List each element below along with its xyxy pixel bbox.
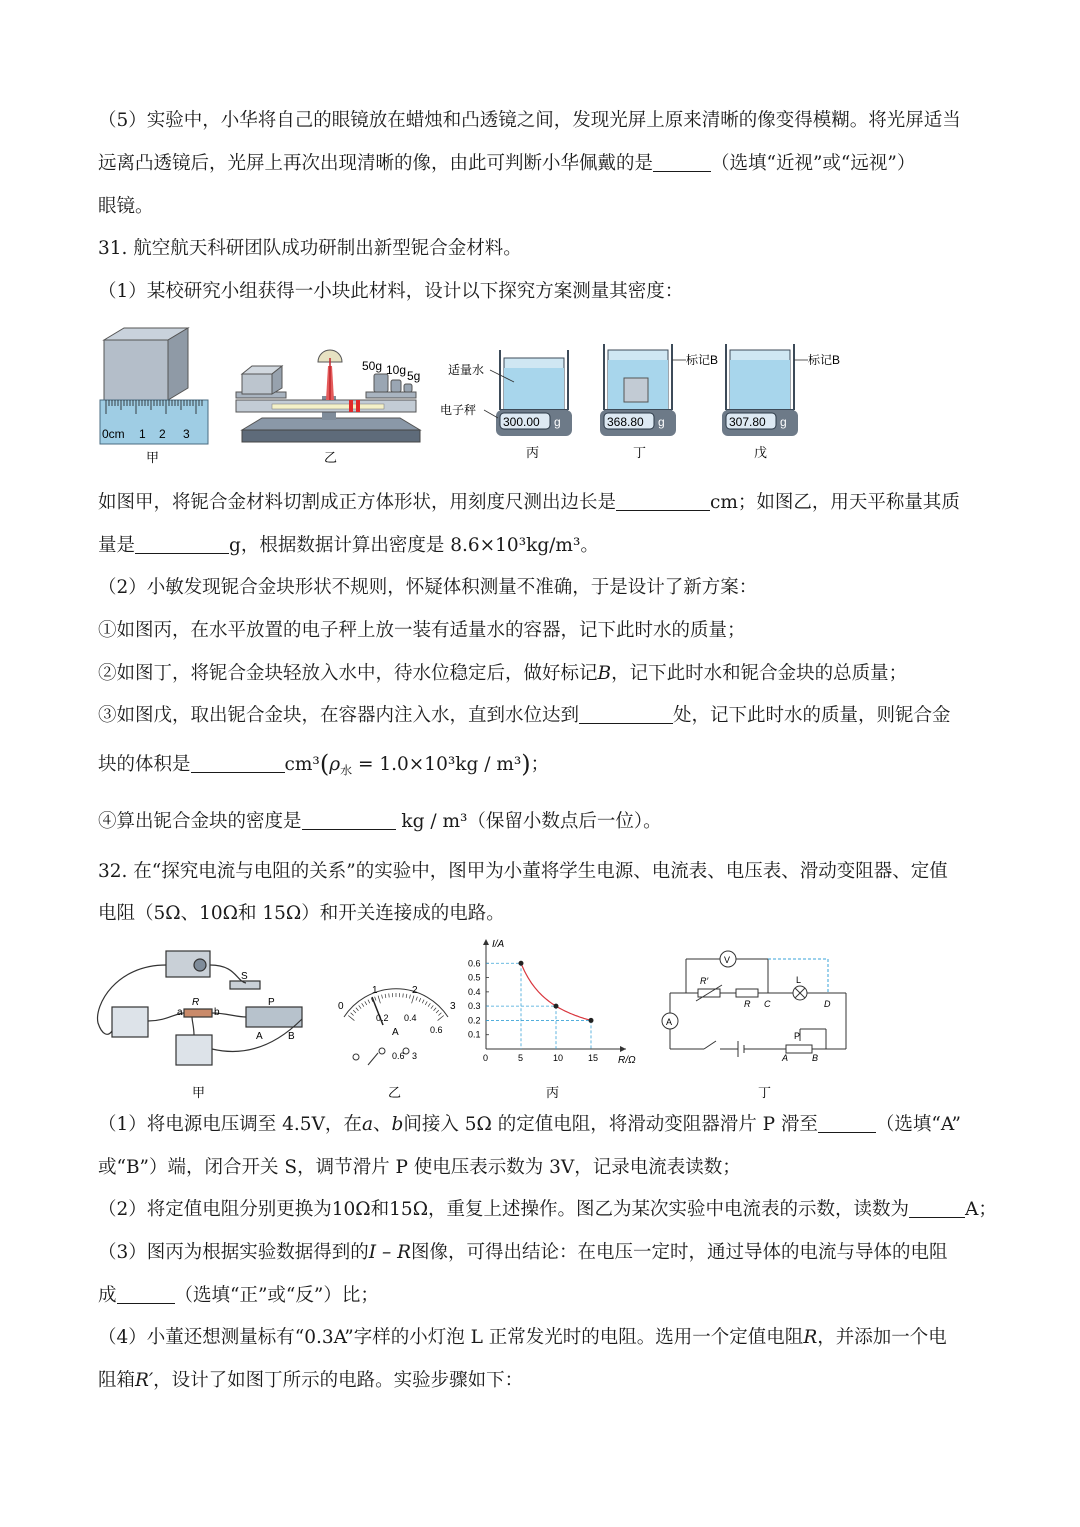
q30-p5-option: （选填“近视”或“远视”）: [711, 153, 916, 174]
q31-text: ④算出铌合金块的密度是: [98, 811, 302, 832]
y-axis-label: I/A: [492, 939, 505, 950]
ruler-label: 3: [183, 427, 190, 441]
meter-tick: [438, 1015, 444, 1020]
meter-tick-label: 0.4: [404, 1013, 417, 1023]
meter-tick: [359, 1005, 361, 1008]
q32-text: b: [391, 1114, 404, 1135]
meter-tick: [406, 994, 407, 998]
q32-text: a: [361, 1114, 373, 1135]
meter-tick: [425, 1001, 427, 1004]
circuit-label: a: [177, 1007, 183, 1018]
weight-label-5g: 5g: [407, 369, 421, 383]
caption-wu: 戊: [754, 446, 768, 461]
meter-tick: [368, 1000, 370, 1004]
cube-on-ruler-illustration: [100, 328, 208, 444]
q31-line2: [98, 533, 599, 559]
q31-text: ρ: [329, 754, 341, 775]
q32-text: （4）小董还想测量标有“0.3A”字样的小灯泡 L 正常发光时的电阻。选用一个定值电阻: [98, 1327, 804, 1348]
q31-text: cm；如图乙，用天平称量其质: [710, 492, 960, 513]
answer-blank[interactable]: [135, 533, 229, 554]
q31-text: g，根据数据计算出密度是 8.6×10³kg/m³。: [229, 535, 599, 556]
q32-q2: [98, 1197, 997, 1223]
mark-b-label: 标记B: [808, 353, 841, 367]
circuit-schematic: [662, 951, 846, 1057]
q30-p5-text: 远离凸透镜后，光屏上再次出现清晰的像，由此可判断小华佩戴的是: [98, 153, 654, 174]
y-tick-label: 0.5: [468, 972, 481, 983]
weight-label-10g: 10g: [386, 363, 407, 377]
meter-tick-label: 0.6: [430, 1025, 443, 1035]
q31-text: 量是: [98, 535, 136, 556]
y-tick-label: 0.6: [468, 958, 481, 969]
q31-text: （保留小数点后一位）。: [467, 811, 662, 832]
q31-step3-line2: [98, 751, 549, 784]
rheostat-end-label: A: [782, 1053, 789, 1063]
paren-close: ): [521, 750, 531, 778]
meter-tick: [416, 997, 417, 1001]
q31-text: = 1.0×10³kg / m³: [352, 754, 522, 775]
q30-p5-line3: 眼镜。: [98, 196, 154, 217]
node-label: D: [824, 999, 831, 1009]
q31-text: ②如图丁，将铌合金块轻放入水中，待水位稳定后，做好标记: [98, 663, 598, 684]
meter-tick: [385, 994, 386, 998]
q30-p5-line1: （5）实验中，小华将自己的眼镜放在蜡烛和凸透镜之间，发现光屏上原来清晰的像变得模糊。将光屏适当: [98, 110, 961, 131]
voltmeter-label: V: [724, 955, 731, 965]
caption-yi: 乙: [388, 1086, 402, 1101]
meter-tick: [378, 996, 380, 1004]
answer-blank[interactable]: [616, 490, 710, 511]
ammeter-label: A: [666, 1017, 673, 1027]
meter-tick: [375, 997, 376, 1001]
meter-tick: [438, 1013, 441, 1016]
meter-tick: [382, 995, 383, 999]
meter-label: A: [392, 1027, 399, 1038]
q32-text: 成: [98, 1285, 117, 1306]
scale-unit: g: [780, 415, 787, 429]
q32-title-line1: 32. 在“探究电流与电阻的关系”的实验中，图甲为小董将学生电源、电流表、电压表、滑动变阻器、定值: [98, 861, 948, 882]
scale-ding-illustration: [600, 344, 718, 436]
meter-tick: [365, 1001, 367, 1004]
data-point: [589, 1018, 594, 1023]
ruler-label: 2: [159, 427, 166, 441]
physical-circuit-illustration: [98, 951, 302, 1065]
meter-tick: [422, 1000, 424, 1004]
q32-title-line2: 电阻（5Ω、10Ω和 15Ω）和开关连接成的电路。: [98, 903, 505, 924]
answer-blank[interactable]: [818, 1112, 876, 1133]
scale-label: 电子秤: [440, 403, 477, 417]
node-label: C: [764, 999, 771, 1009]
lamp-label: L: [796, 975, 802, 985]
data-point: [519, 961, 524, 966]
x-axis-label: R/Ω: [618, 1055, 636, 1066]
answer-blank[interactable]: [302, 809, 396, 830]
meter-tick: [356, 1008, 359, 1011]
y-tick-label: 0.3: [468, 1001, 481, 1012]
q31-text: ③如图戊，取出铌合金块，在容器内注入水，直到水位达到: [98, 705, 580, 726]
scale-bing-illustration: [440, 350, 572, 436]
q31-text: 处，记下此时水的质量，则铌合金: [673, 705, 951, 726]
q31-text: kg / m³: [401, 811, 468, 832]
q31-step3-line1: [98, 703, 951, 729]
q32-text: ，设计了如图丁所示的电路。实验步骤如下：: [153, 1370, 524, 1391]
q31-text: 水: [340, 763, 353, 778]
x-tick-label: 0: [483, 1053, 489, 1063]
q32-figure: [96, 935, 856, 1105]
scale-unit: g: [658, 415, 665, 429]
mark-b-label: 标记B: [686, 353, 719, 367]
answer-blank[interactable]: [191, 752, 285, 773]
q31-line1: [98, 490, 960, 516]
q32-text: 图像，可得出结论：在电压一定时，通过导体的电流与导体的电阻: [411, 1242, 948, 1263]
q31-text: cm³: [284, 754, 320, 775]
meter-tick: [419, 998, 421, 1002]
meter-tick-label: 1: [372, 985, 378, 996]
answer-blank[interactable]: [579, 703, 673, 724]
q32-text: R: [803, 1327, 818, 1348]
q32-text: 间接入 5Ω 的定值电阻，将滑动变阻器滑片 P 滑至: [403, 1114, 818, 1135]
q31-text: ，记下此时水和铌合金块的总质量；: [611, 663, 908, 684]
circuit-label: R: [192, 997, 200, 1008]
circuit-label: A: [256, 1031, 263, 1042]
y-tick-label: 0.4: [468, 986, 481, 997]
meter-tick: [348, 1015, 354, 1020]
q32-q3-line1: [98, 1240, 948, 1266]
y-tick-label: 0.2: [468, 1015, 481, 1026]
resistor-box-label: R′: [700, 976, 709, 986]
caption-ding: 丁: [633, 446, 647, 461]
caption-yi: 乙: [324, 451, 338, 466]
answer-blank[interactable]: [909, 1197, 965, 1218]
meter-tick-label: 2: [412, 985, 418, 996]
q32-text: ，并添加一个电: [817, 1327, 947, 1348]
answer-blank[interactable]: [117, 1283, 175, 1304]
q31-step4: [98, 809, 662, 835]
q32-text: （选填“A”: [875, 1114, 961, 1135]
q31-step1: ①如图丙，在水平放置的电子秤上放一装有适量水的容器，记下此时水的质量；: [98, 620, 746, 641]
q32-text: R′: [135, 1370, 154, 1391]
meter-tick: [362, 1003, 364, 1006]
meter-label: 3: [412, 1051, 418, 1061]
circuit-label: P: [268, 997, 275, 1008]
meter-tick: [431, 1005, 433, 1008]
weight-label-50g: 50g: [362, 359, 383, 373]
q32-text: 阻箱: [98, 1370, 136, 1391]
q32-q1-line1: [98, 1112, 961, 1138]
meter-tick-label: 3: [450, 1001, 456, 1012]
rheostat-end-label: B: [812, 1053, 819, 1063]
meter-tick: [428, 1003, 430, 1006]
q30-p5-line2: [98, 151, 915, 177]
caption-jia: 甲: [146, 451, 160, 466]
q31-text: 如图甲，将铌合金材料切割成正方体形状，用刻度尺测出边长是: [98, 492, 617, 513]
q31-part2: （2）小敏发现铌合金块形状不规则，怀疑体积测量不准确，于是设计了新方案：: [98, 577, 758, 598]
paren-open: (: [319, 750, 330, 778]
q32-text: （选填“正”或“反”）比；: [174, 1285, 379, 1306]
caption-bing: 丙: [546, 1086, 560, 1101]
water-label: 适量水: [448, 363, 485, 377]
q32-text: （3）图丙为根据实验数据得到的: [98, 1242, 369, 1263]
ir-graph: [468, 939, 636, 1066]
q32-q3-line2: [98, 1283, 379, 1309]
q32-text: 、: [372, 1114, 392, 1135]
meter-tick: [353, 1010, 356, 1013]
q31-figure: [96, 322, 856, 468]
circuit-label: B: [288, 1031, 295, 1042]
scale-reading: 368.80: [607, 415, 644, 429]
slider-label: P: [794, 1031, 801, 1041]
x-tick-label: 5: [518, 1053, 524, 1063]
q31-title: 31. 航空航天科研团队成功研制出新型铌合金材料。: [98, 238, 522, 259]
q32-text: I – R: [368, 1242, 412, 1263]
caption-bing: 丙: [526, 446, 540, 461]
ruler-label: 0cm: [102, 427, 125, 441]
scale-reading: 307.80: [729, 415, 766, 429]
meter-tick-label: 0: [338, 1001, 344, 1012]
meter-tick: [351, 1013, 354, 1016]
scale-reading: 300.00: [503, 415, 540, 429]
circuit-label: S: [241, 971, 248, 982]
caption-jia: 甲: [192, 1086, 206, 1101]
q32-q1-line2: 或“B”）端，闭合开关 S，调节滑片 P 使电压表示数为 3V，记录电流表读数；: [98, 1157, 741, 1178]
meter-label: 0.6: [392, 1051, 405, 1061]
meter-tick-label: 0.2: [376, 1013, 389, 1023]
scale-unit: g: [554, 415, 561, 429]
balance-illustration: [236, 350, 420, 442]
q31-text: B: [597, 663, 612, 684]
q32-q4-line1: [98, 1325, 947, 1351]
meter-tick: [412, 996, 414, 1004]
meter-tick: [436, 1010, 439, 1013]
x-tick-label: 15: [588, 1053, 599, 1063]
q32-text: （2）将定值电阻分别更换为10Ω和15Ω，重复上述操作。图乙为某次实验中电流表的示数，读数为: [98, 1199, 910, 1220]
ruler-label: 1: [139, 427, 146, 441]
q32-text: A；: [965, 1199, 997, 1220]
q31-text: 块的体积是: [98, 754, 191, 775]
q32-text: （1）将电源电压调至 4.5V，在: [98, 1114, 362, 1135]
circuit-label: b: [214, 1007, 220, 1018]
caption-ding: 丁: [758, 1086, 772, 1101]
scale-wu-illustration: [722, 344, 840, 436]
q32-q4-line2: [98, 1368, 523, 1394]
answer-blank[interactable]: [653, 151, 711, 172]
meter-tick: [434, 1008, 437, 1011]
resistor-label: R: [744, 999, 751, 1009]
q31-text: ；: [530, 754, 550, 775]
x-tick-label: 10: [553, 1053, 564, 1063]
data-point: [554, 1004, 559, 1009]
y-tick-label: 0.1: [468, 1029, 481, 1040]
q31-step2: [98, 661, 907, 687]
q31-part1: （1）某校研究小组获得一小块此材料，设计以下探究方案测量其密度：: [98, 281, 684, 302]
meter-tick: [409, 995, 410, 999]
